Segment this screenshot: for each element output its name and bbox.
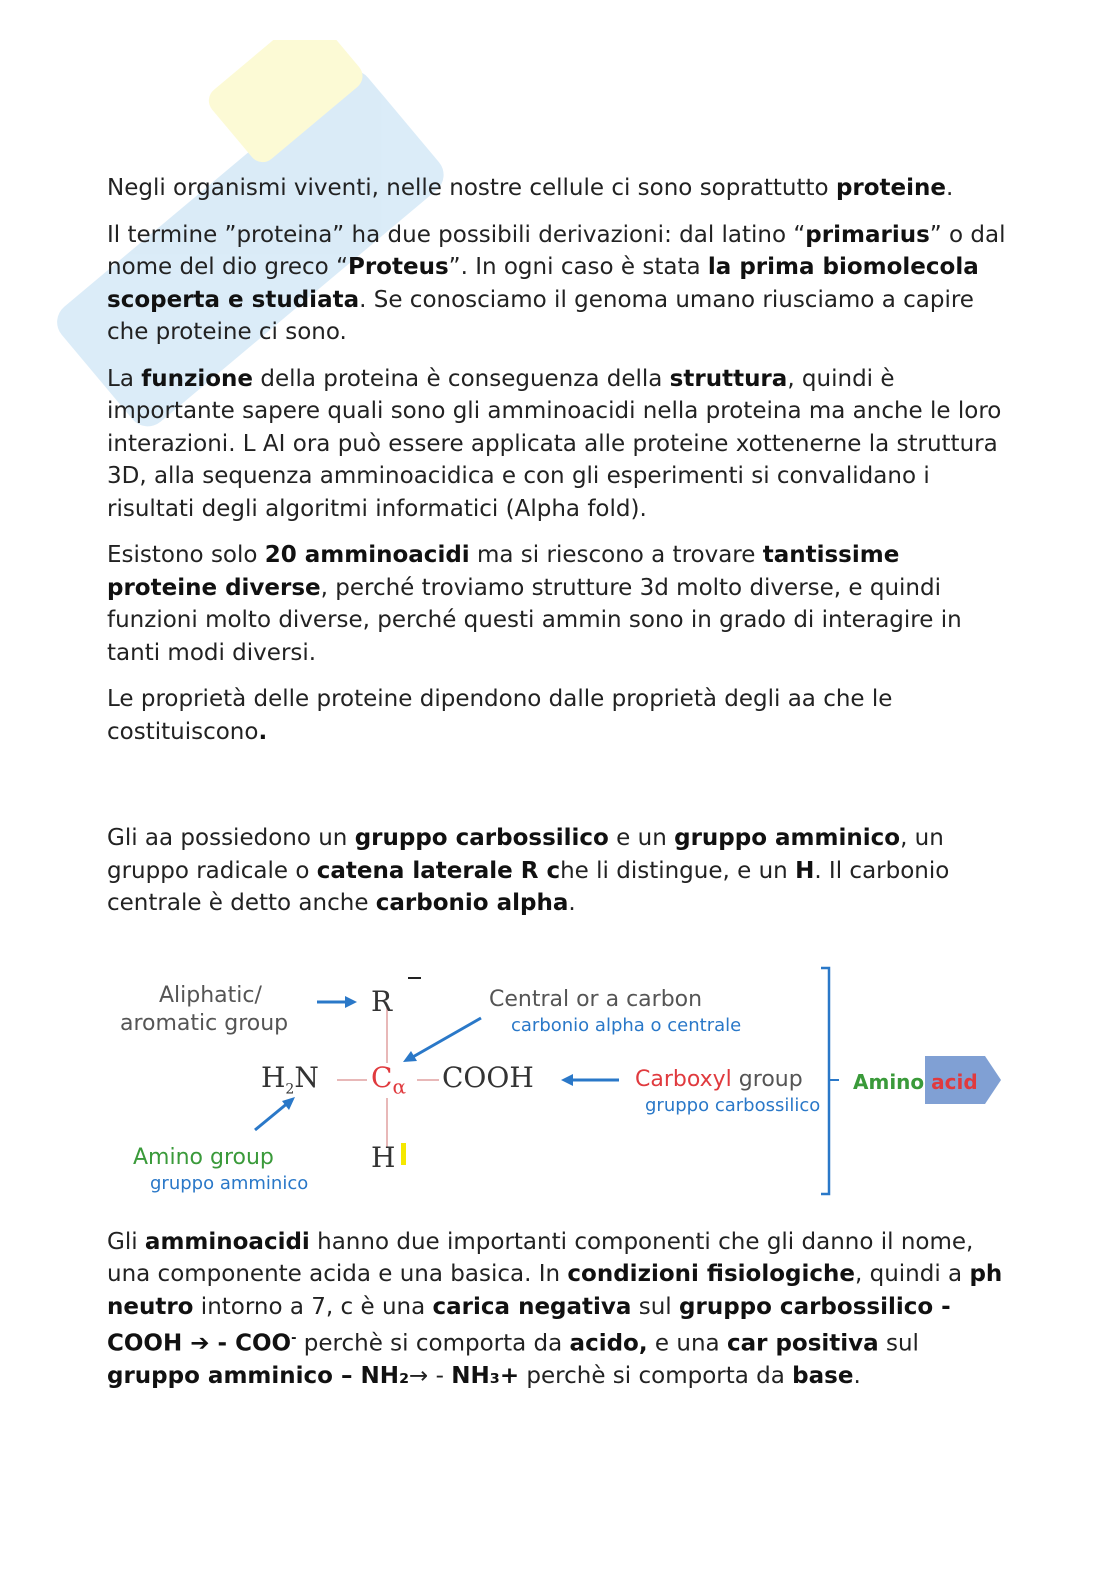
text-run: .	[853, 1363, 861, 1390]
bold-text: carica negativa	[432, 1293, 632, 1320]
paragraph-6	[107, 822, 1007, 920]
r-group-label: R	[371, 984, 393, 1018]
central-carbon-label: Central or a carbon	[489, 986, 703, 1012]
text-run: acid	[924, 1069, 978, 1094]
amino-acid-diagram	[105, 948, 1005, 1198]
text-run: e un	[608, 825, 675, 851]
text-run: e una	[647, 1330, 727, 1357]
text-run: , un gruppo radicale o	[107, 825, 944, 884]
central-carbon-sub: carbonio alpha o centrale	[511, 1014, 742, 1036]
bold-text: funzione	[141, 365, 254, 392]
bold-text: gruppo carbossilico - COOH	[107, 1293, 951, 1357]
carboxyl-group-sub: gruppo carbossilico	[645, 1094, 821, 1116]
paragraph-1	[107, 172, 1007, 205]
bold-text: proteine	[835, 175, 946, 201]
bold-text: ph neutro	[107, 1261, 1003, 1320]
text-run: Amino	[853, 1069, 925, 1094]
bold-text: primarius	[805, 221, 930, 248]
bold-text: NH₃+	[451, 1363, 520, 1390]
bold-text: - COO	[209, 1330, 292, 1357]
text-run: . Se conosciamo il genoma umano riusciamo a capire che proteine ci sono.	[107, 286, 974, 345]
paragraph-5	[107, 683, 1007, 748]
text-run: he li distingue, e un	[560, 857, 796, 884]
text-run: hanno due importanti componenti che gli danno il nome, una componente acida e una basica. In	[107, 1228, 974, 1287]
bold-text: amminoacidi	[144, 1228, 310, 1255]
bold-text: Proteus	[347, 254, 449, 280]
text-run: ma si riescono a trovare	[469, 542, 763, 568]
text-run: .	[568, 890, 576, 916]
paragraph-4	[107, 539, 1007, 669]
cooh-label: COOH	[442, 1060, 534, 1094]
text-run: Negli organismi viventi, nelle nostre cellule ci sono soprattutto	[107, 175, 836, 201]
text-run: Le proprietà delle proteine dipendono dalle proprietà degli aa che le costituiscono	[107, 686, 893, 745]
text-run: perchè si comporta da	[519, 1363, 793, 1390]
bold-text: gruppo amminico	[674, 825, 901, 851]
amino-group-label: Amino group	[133, 1144, 274, 1170]
paragraph-2	[107, 219, 1007, 349]
bold-text: condizioni fisiologiche	[567, 1261, 855, 1287]
text-run: -	[428, 1363, 452, 1390]
text-run: La	[107, 365, 142, 392]
bold-text: H	[795, 857, 815, 884]
bold-text: catena laterale R c	[316, 857, 561, 884]
amino-h2n-label	[261, 1062, 319, 1106]
bold-text: carbonio alpha	[375, 890, 569, 916]
text-run: Esistono solo	[107, 542, 265, 568]
text-run: H	[261, 1060, 286, 1094]
text-run: Gli aa possiedono un	[107, 825, 355, 851]
paragraph-3	[107, 363, 1007, 526]
document-body	[107, 172, 1007, 1407]
bold-text: car positiva	[726, 1330, 879, 1357]
text-run: N	[294, 1060, 319, 1094]
text-run: C	[371, 1060, 393, 1094]
text-run: . Il carbonio centrale è detto anche	[107, 857, 950, 916]
bold-text: tantissime proteine diverse	[107, 542, 900, 601]
h-atom-label: H	[371, 1140, 396, 1174]
text-run: group	[731, 1066, 803, 1092]
bold-text: la prima biomolecola scoperta e studiata	[107, 254, 979, 313]
text-run: ”. In ogni caso è stata	[448, 254, 708, 280]
amino-acid-label	[853, 1066, 978, 1099]
text-run: Carboxyl	[635, 1066, 732, 1092]
bold-text: .	[258, 718, 268, 745]
text-run: Il termine ”proteina” ha due possibili derivazioni: dal latino “	[107, 221, 806, 248]
aliphatic-label-1: Aliphatic/	[159, 982, 262, 1008]
aliphatic-label-2: aromatic group	[120, 1010, 289, 1036]
text-run: , perché troviamo strutture 3d molto diverse, e quindi funzioni molto diverse, perché questi ammin sono in grado di interagire in tanti modi diversi.	[107, 574, 962, 666]
text-run: α	[392, 1074, 406, 1099]
bold-text: 20 amminoacidi	[264, 542, 470, 568]
bold-text: gruppo amminico – NH₂	[107, 1363, 410, 1390]
text-run: 2	[285, 1081, 295, 1098]
text-run: Gli	[107, 1228, 145, 1255]
text-run: , quindi è importante sapere quali sono gli amminoacidi nella proteina ma anche le loro interazioni. L AI ora può essere applicata alle proteine xottenerne la struttura 3D, alla sequenza amminoacidica e con gli esperimenti si convalidano i risultati degli algoritmi informatici (Alpha fold).	[107, 365, 1002, 522]
text-run: sul	[631, 1293, 680, 1320]
text-run: ” o dal nome del dio greco “	[107, 221, 1006, 280]
text-run: .	[946, 175, 954, 201]
text-run: , quindi a	[854, 1261, 970, 1287]
alpha-carbon-label	[371, 1062, 406, 1103]
amino-group-sub: gruppo amminico	[150, 1172, 309, 1194]
text-run: intorno a 7, c è una	[193, 1293, 433, 1320]
arrow-right-icon: ➔	[190, 1330, 210, 1357]
bold-text: base	[792, 1363, 854, 1390]
text-run: sul	[878, 1330, 919, 1357]
text-run: perchè si comporta da	[296, 1330, 570, 1357]
bold-text: acido,	[569, 1330, 648, 1357]
bold-text: struttura	[669, 365, 788, 392]
bold-text: gruppo carbossilico	[354, 825, 609, 851]
bold-text: -	[291, 1331, 297, 1346]
paragraph-7	[107, 1226, 1007, 1393]
arrow-right-icon-2: →	[409, 1363, 429, 1390]
text-run: della proteina è conseguenza della	[253, 365, 670, 392]
